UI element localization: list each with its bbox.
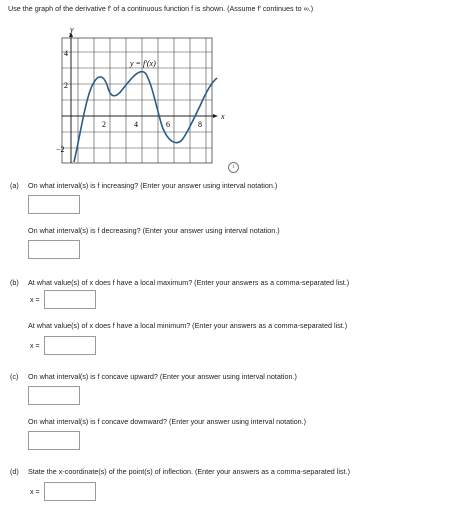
part-a-question-increasing: On what interval(s) is f increasing? (Enter your answer using interval notation.): [28, 181, 278, 190]
curve-label: y = f'(x): [130, 59, 156, 68]
y-tick-4: 4: [64, 49, 68, 58]
answer-concave-down-input[interactable]: [28, 431, 80, 450]
problem-intro: Use the graph of the derivative f' of a continuous function f is shown. (Assume f' continues to ∞.): [8, 4, 314, 13]
derivative-graph: [52, 26, 232, 166]
answer-local-max-input[interactable]: [44, 290, 96, 309]
answer-concave-up-input[interactable]: [28, 386, 80, 405]
x-tick-2: 2: [102, 120, 106, 129]
y-tick-neg2: −2: [56, 145, 65, 154]
answer-decreasing-input[interactable]: [28, 240, 80, 259]
x-tick-8: 8: [198, 120, 202, 129]
info-icon[interactable]: i: [228, 162, 239, 173]
part-c-label: (c): [10, 372, 19, 381]
answer-increasing-input[interactable]: [28, 195, 80, 214]
x-axis-label: x: [221, 112, 225, 121]
graph-frame: [62, 38, 212, 163]
derivative-curve: [74, 72, 217, 162]
answer-inflection-input[interactable]: [44, 482, 96, 501]
graph-grid: [62, 38, 212, 163]
part-c-question-concave-up: On what interval(s) is f concave upward? (Enter your answer using interval notation.): [28, 372, 297, 381]
x-axis-arrow: [213, 114, 218, 118]
part-c-question-concave-down: On what interval(s) is f concave downward? (Enter your answer using interval notation.): [28, 417, 307, 426]
part-b-label: (b): [10, 278, 19, 287]
part-b-question-local-max: At what value(s) of x does f have a local maximum? (Enter your answers as a comma-separated list.): [28, 278, 350, 287]
part-a-label: (a): [10, 181, 19, 190]
local-max-x-label: x =: [30, 297, 40, 304]
y-tick-2: 2: [64, 81, 68, 90]
part-d-question-inflection: State the x-coordinate(s) of the point(s) of inflection. (Enter your answers as a comma-separated list.): [28, 467, 350, 476]
part-b-question-local-min: At what value(s) of x does f have a local minimum? (Enter your answers as a comma-separated list.): [28, 321, 348, 330]
part-d-label: (d): [10, 467, 19, 476]
x-tick-4: 4: [134, 120, 138, 129]
local-min-x-label: x =: [30, 343, 40, 350]
inflection-x-label: x =: [30, 489, 40, 496]
answer-local-min-input[interactable]: [44, 336, 96, 355]
y-axis-label: y: [70, 26, 74, 34]
part-a-question-decreasing: On what interval(s) is f decreasing? (Enter your answer using interval notation.): [28, 226, 280, 235]
x-tick-6: 6: [166, 120, 170, 129]
